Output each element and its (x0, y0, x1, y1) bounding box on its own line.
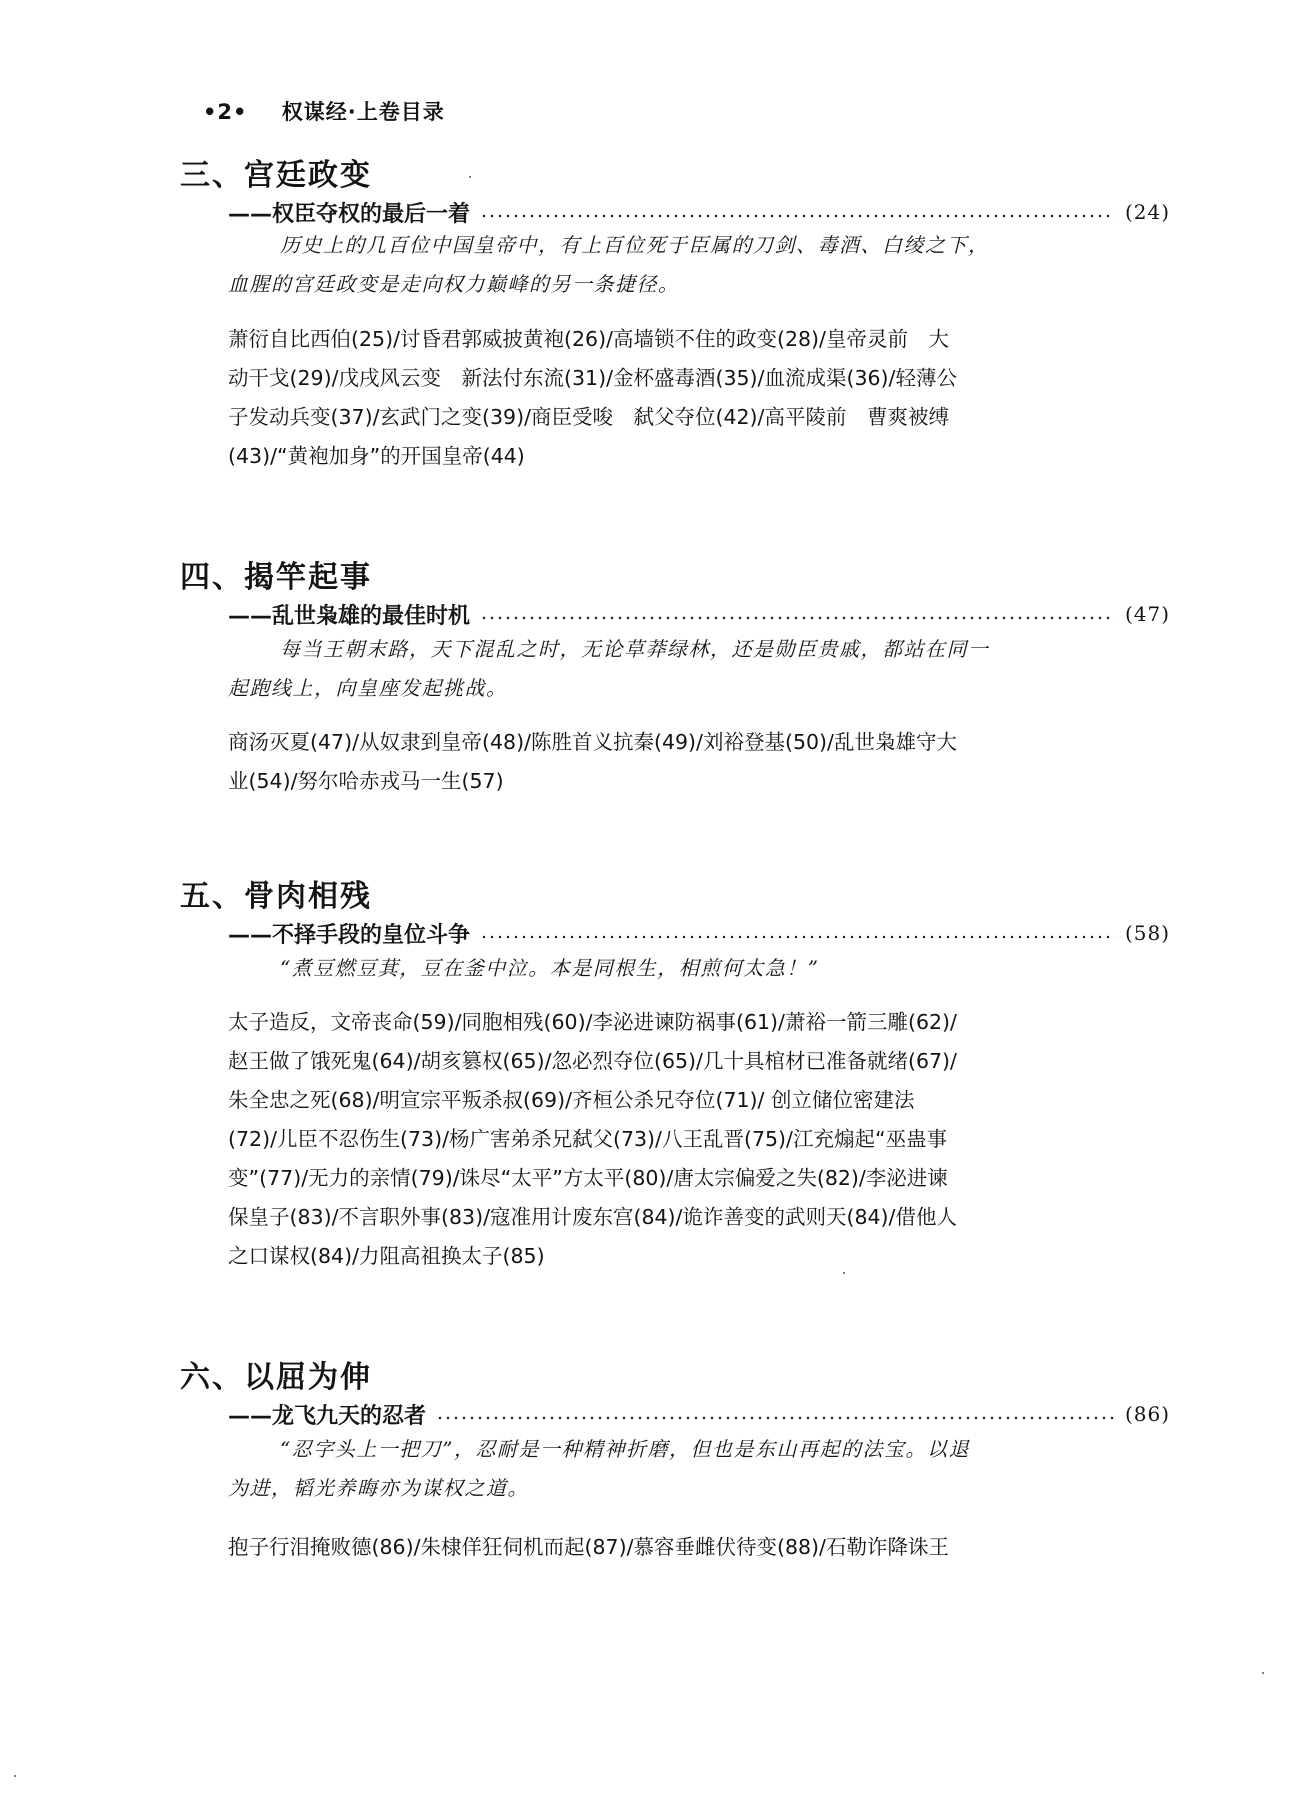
entry-list (228, 1003, 1178, 1276)
summary-line: 起跑线上，向皇座发起挑战。 (228, 676, 508, 700)
entry-line: 保皇子(83)/不言职外事(83)/寇准用计废东宫(84)/诡诈善变的武则天(84)/借他人 (228, 1205, 957, 1229)
dot-leader (436, 1416, 1115, 1420)
section-title: 四、揭竿起事 (180, 560, 372, 595)
entry-line: 抱子行泪掩败德(86)/朱棣佯狂伺机而起(87)/慕容垂雌伏待变(88)/石勒诈降诛王 (228, 1535, 949, 1559)
summary-line: 血腥的宫廷政变是走向权力巅峰的另一条捷径。 (228, 272, 680, 296)
toc-line (228, 196, 1170, 228)
scan-speck (843, 1272, 845, 1274)
running-head (203, 96, 445, 126)
entry-list (228, 1528, 1178, 1567)
entry-line: 商汤灭夏(47)/从奴隶到皇帝(48)/陈胜首义抗秦(49)/刘裕登基(50)/乱世枭雄守大 (228, 730, 957, 754)
section-summary (228, 949, 1148, 988)
toc-line (228, 1398, 1170, 1430)
section-title: 三、宫廷政变 (180, 158, 372, 193)
entry-line: 之口谋权(84)/力阻高祖换太子(85) (228, 1244, 545, 1268)
summary-line: “煮豆燃豆萁，豆在釜中泣。本是同根生，相煎何太急！” (280, 956, 820, 980)
scan-speck (1262, 1672, 1264, 1674)
summary-line: 每当王朝末路，天下混乱之时，无论草莽绿林，还是勋臣贵戚，都站在同一 (280, 637, 990, 661)
summary-line: 为进，韬光养晦亦为谋权之道。 (228, 1476, 529, 1500)
entry-line: 太子造反，文帝丧命(59)/同胞相残(60)/李泌进谏防祸事(61)/萧裕一箭三雕(62)/ (228, 1010, 957, 1034)
dot-leader (480, 616, 1115, 620)
section-subtitle: ——龙飞九天的忍者 (228, 1403, 427, 1429)
section-subtitle: ——不择手段的皇位斗争 (228, 922, 471, 948)
entry-line: (43)/“黄袍加身”的开国皇帝(44) (228, 444, 525, 468)
entry-list (228, 723, 1178, 801)
page-reference: (58) (1124, 921, 1170, 945)
entry-line: 子发动兵变(37)/玄武门之变(39)/商臣受唆 弑父夺位(42)/高平陵前 曹爽被缚 (228, 405, 949, 429)
dot-leader (480, 214, 1115, 218)
toc-line (228, 917, 1170, 949)
page-number: •2• (203, 100, 248, 124)
section-subtitle: ——乱世枭雄的最佳时机 (228, 603, 471, 629)
page-reference: (86) (1124, 1402, 1170, 1426)
page-reference: (47) (1124, 602, 1170, 626)
entry-line: 业(54)/努尔哈赤戎马一生(57) (228, 769, 504, 793)
toc-line (228, 598, 1170, 630)
entry-line: (72)/儿臣不忍伤生(73)/杨广害弟杀兄弑父(73)/八王乱晋(75)/江充煽起“巫蛊事 (228, 1127, 948, 1151)
entry-line: 赵王做了饿死鬼(64)/胡亥篡权(65)/忽必烈夺位(65)/几十具棺材已准备就绪(67)/ (228, 1049, 957, 1073)
summary-line: “忍字头上一把刀”，忍耐是一种精神折磨，但也是东山再起的法宝。以退 (280, 1437, 970, 1461)
section-summary (228, 1430, 1148, 1508)
entry-line: 萧衍自比西伯(25)/讨昏君郭威披黄袍(26)/高墙锁不住的政变(28)/皇帝灵前 大 (228, 327, 949, 351)
summary-line: 历史上的几百位中国皇帝中，有上百位死于臣属的刀剑、毒酒、白绫之下， (280, 233, 990, 257)
section-subtitle: ——权臣夺权的最后一着 (228, 201, 471, 227)
section-title: 五、骨肉相残 (180, 879, 372, 914)
running-title: 权谋经·上卷目录 (281, 100, 445, 124)
entry-line: 朱全忠之死(68)/明宣宗平叛杀叔(69)/齐桓公杀兄夺位(71)/ 创立储位密建法 (228, 1088, 915, 1112)
page-reference: (24) (1124, 200, 1170, 224)
entry-line: 变”(77)/无力的亲情(79)/诛尽“太平”方太平(80)/唐太宗偏爱之失(82)/李泌进谏 (228, 1166, 948, 1190)
entry-line: 动干戈(29)/戊戌风云变 新法付东流(31)/金杯盛毒酒(35)/血流成渠(36)/轻薄公 (228, 366, 957, 390)
scan-speck (469, 176, 471, 178)
section-summary (228, 630, 1148, 708)
section-title: 六、以屈为伸 (180, 1360, 372, 1395)
dot-leader (480, 935, 1115, 939)
entry-list (228, 320, 1178, 476)
scan-speck (14, 1775, 16, 1777)
section-summary (228, 226, 1148, 304)
